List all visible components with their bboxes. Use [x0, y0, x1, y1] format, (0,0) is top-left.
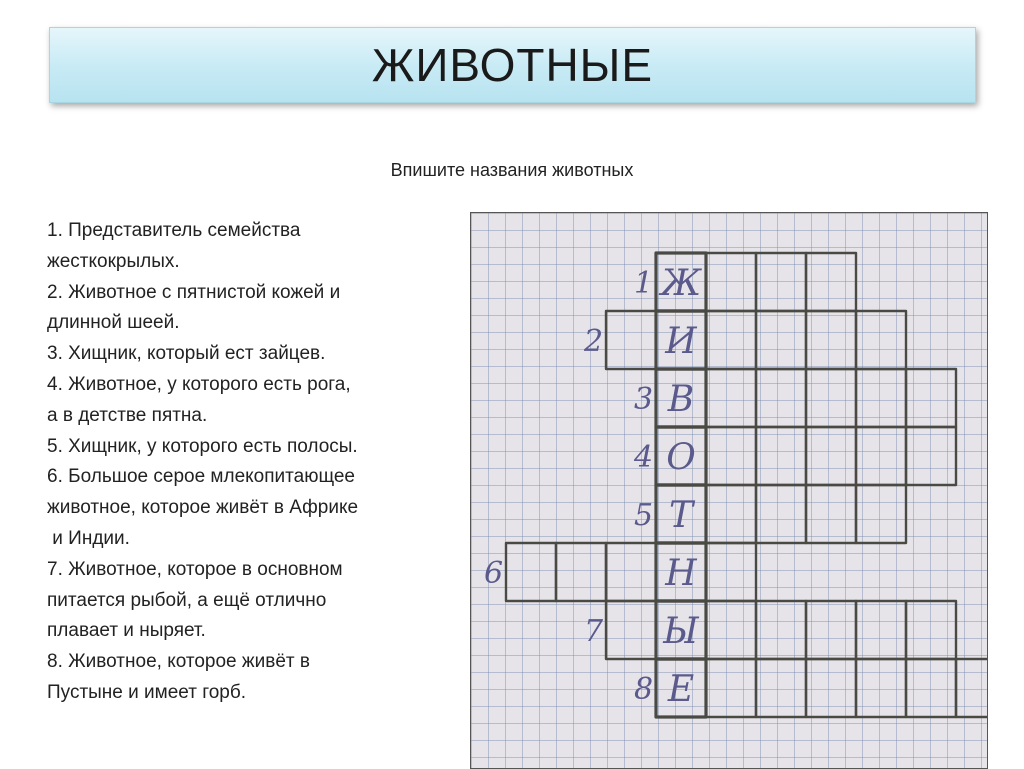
crossword-cell [906, 659, 956, 717]
crossword-cell [706, 427, 756, 485]
question-line: 7. Животное, которое в основном [47, 558, 343, 580]
crossword-cell [706, 659, 756, 717]
crossword-cell [856, 369, 906, 427]
crossword-cell [806, 311, 856, 369]
crossword-cell [906, 369, 956, 427]
crossword-cell [806, 253, 856, 311]
crossword-cell [856, 659, 906, 717]
instruction-text: Впишите названия животных [390, 160, 634, 180]
question-line: жесткокрылых. [47, 250, 180, 272]
crossword-cell [756, 311, 806, 369]
crossword-cell [706, 601, 756, 659]
keyword-letter: Т [668, 495, 694, 536]
crossword-cell [706, 485, 756, 543]
question-line: плавает и ныряет. [47, 620, 206, 642]
question-line: и Индии. [47, 527, 130, 549]
row-number: 6 [484, 556, 504, 591]
question-line: животное, которое живёт в Африке [47, 497, 359, 519]
crossword-cell [956, 659, 987, 717]
crossword-cell [606, 543, 656, 601]
keyword-letter: Н [665, 553, 697, 594]
crossword-grid [471, 213, 987, 768]
crossword-cell [706, 369, 756, 427]
crossword-photo [470, 212, 988, 769]
crossword-cell [706, 253, 756, 311]
row-number: 4 [634, 440, 654, 475]
crossword-cell [756, 253, 806, 311]
question-line: длинной шеей. [47, 312, 180, 334]
crossword-cell [806, 601, 856, 659]
crossword-cell [906, 601, 956, 659]
crossword-cell [556, 543, 606, 601]
row-number: 3 [634, 382, 654, 417]
page-title: ЖИВОТНЫЕ [371, 39, 654, 91]
crossword-cell [806, 369, 856, 427]
question-line: 8. Животное, которое живёт в [47, 651, 310, 673]
crossword-cell [756, 369, 806, 427]
title-banner [49, 27, 976, 103]
crossword-cell [706, 311, 756, 369]
crossword-cell [806, 485, 856, 543]
question-line: а в детстве пятна. [47, 404, 208, 426]
question-line: 4. Животное, у которого есть рога, [47, 373, 351, 395]
keyword-letter: И [665, 321, 697, 362]
row-number: 2 [584, 324, 604, 359]
keyword-letter: Ы [663, 611, 699, 652]
crossword-cell [856, 427, 906, 485]
crossword-cell [856, 311, 906, 369]
question-line: питается рыбой, а ещё отлично [47, 589, 327, 611]
question-line: 5. Хищник, у которого есть полосы. [47, 435, 358, 457]
keyword-letter: В [667, 379, 695, 420]
crossword-cell [606, 601, 656, 659]
crossword-cell [606, 311, 656, 369]
question-line: 3. Хищник, который ест зайцев. [47, 343, 326, 365]
crossword-cell [756, 601, 806, 659]
crossword-cell [756, 659, 806, 717]
crossword-cell [856, 485, 906, 543]
row-number: 1 [634, 266, 654, 301]
crossword-cell [506, 543, 556, 601]
crossword-cell [756, 427, 806, 485]
row-number: 8 [634, 672, 654, 707]
crossword-cell [806, 659, 856, 717]
keyword-letter: Ж [660, 263, 702, 304]
keyword-letter: О [666, 437, 696, 478]
keyword-letter: Е [667, 669, 695, 710]
question-line: Пустыне и имеет горб. [47, 681, 246, 703]
row-number: 7 [584, 614, 604, 649]
crossword-cell [806, 427, 856, 485]
crossword-cell [856, 601, 906, 659]
crossword-cell [756, 485, 806, 543]
question-line: 1. Представитель семейства [47, 220, 301, 241]
question-list [47, 216, 467, 709]
question-line: 2. Животное с пятнистой кожей и [47, 281, 341, 303]
crossword-cell [706, 543, 756, 601]
question-line: 6. Большое серое млекопитающее [47, 466, 355, 488]
crossword-cell [906, 427, 956, 485]
row-number: 5 [634, 498, 654, 533]
